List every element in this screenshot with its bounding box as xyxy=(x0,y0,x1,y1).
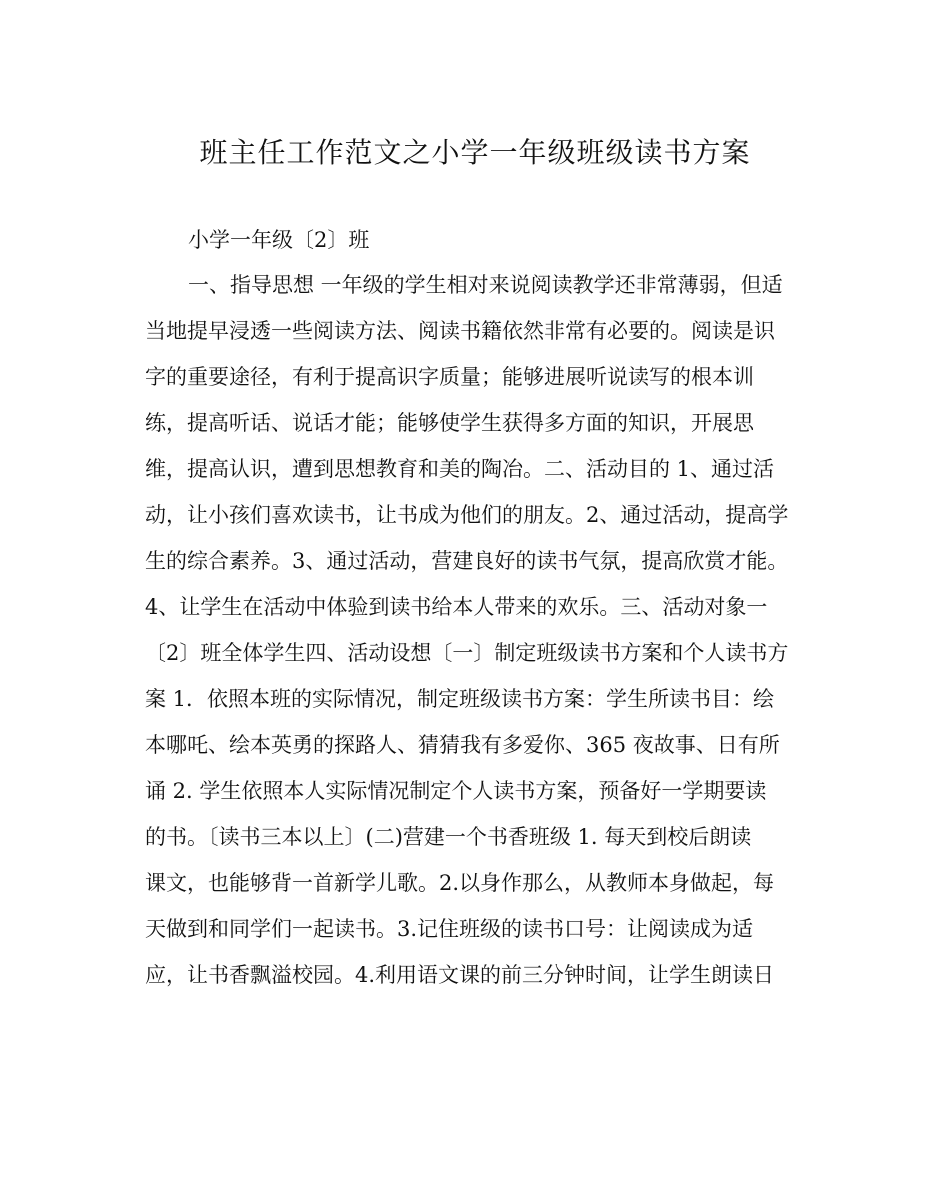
body-line-12: 诵 2. 学生依照本人实际情况制定个人读书方案，预备好一学期要读 xyxy=(145,779,767,803)
body-line-5: 维，提高认识，遭到思想教育和美的陶冶。二、活动目的 1、通过活 xyxy=(145,457,775,481)
body-line-2: 当地提早浸透一些阅读方法、阅读书籍依然非常有必要的。阅读是识 xyxy=(145,319,775,343)
body-line-15: 天做到和同学们一起读书。3.记住班级的读书口号：让阅读成为适 xyxy=(145,917,754,941)
body-line-4: 练，提高听话、说话才能；能够使学生获得多方面的知识，开展思 xyxy=(145,411,754,435)
body-line-8: 4、让学生在活动中体验到读书给本人带来的欢乐。三、活动对象一 xyxy=(145,595,768,619)
body-line-13: 的书。〔读书三本以上〕(二)营建一个书香班级 1. 每天到校后朗读 xyxy=(145,825,752,849)
body-line-14: 课文，也能够背一首新学儿歌。2.以身作那么，从教师本身做起，每 xyxy=(145,871,775,895)
page-title: 班主任工作范文之小学一年级班级读书方案 xyxy=(199,136,751,169)
body-line-9: 〔2〕班全体学生四、活动设想〔一〕制定班级读书方案和个人读书方 xyxy=(145,641,789,665)
body-line-11: 本哪吒、绘本英勇的探路人、猜猜我有多爱你、365 夜故事、日有所 xyxy=(145,733,780,757)
body-line-3: 字的重要途径，有利于提高识字质量；能够进展听说读写的根本训 xyxy=(145,365,754,389)
body-line-10: 案 1．依照本班的实际情况，制定班级读书方案：学生所读书目：绘 xyxy=(145,687,775,711)
body-line-16: 应，让书香飘溢校园。4.利用语文课的前三分钟时间，让学生朗读日 xyxy=(145,963,775,987)
body-line-7: 生的综合素养。3、通过活动，营建良好的读书气氛，提高欣赏才能。 xyxy=(145,549,789,573)
body-line-1: 一、指导思想 一年级的学生相对来说阅读教学还非常薄弱，但适 xyxy=(188,273,783,297)
body-line-6: 动，让小孩们喜欢读书，让书成为他们的朋友。2、通过活动，提高学 xyxy=(145,503,789,527)
class-line: 小学一年级〔2〕班 xyxy=(188,228,370,252)
